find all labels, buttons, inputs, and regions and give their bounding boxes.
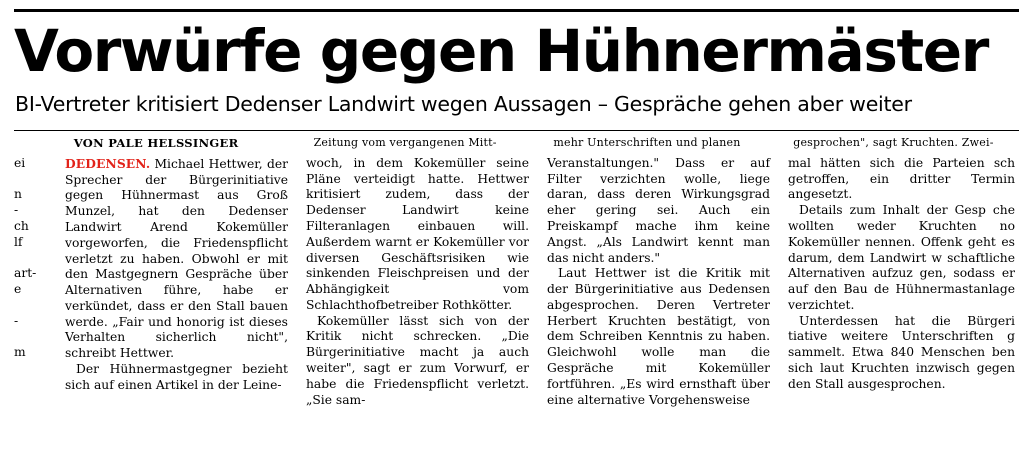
byline-cut-line-2: Zeitung vom vergangenen Mitt- <box>313 135 497 149</box>
top-divider-rule <box>14 9 1019 12</box>
paragraph: Details zum Inhalt der Gesp che wollten weder Kruchten no Kokemüller nennen. Offenk geht es darum, dem Landwirt w schaftliche Alternativen aufzuz gen, sodass er auf den Bau de Hühnermastanlage verzichtet. <box>788 203 1015 312</box>
paragraph: mal hätten sich die Parteien sch getroffen, ein dritter Termin angesetzt. <box>788 155 1015 202</box>
article-column-2 <box>297 156 538 442</box>
article-columns <box>14 156 1019 442</box>
edge-scrap: m <box>14 345 26 360</box>
byline-cut-line-4: gesprochen", sagt Kruchten. Zwei- <box>793 135 994 149</box>
paragraph: Der Hühnermastgegner bezieht sich auf einen Artikel in der Leine- <box>65 362 288 392</box>
edge-scrap: e <box>14 282 22 297</box>
subheadline: BI-Vertreter kritisiert Dedenser Landwirt wegen Aussagen – Gespräche gehen aber weiter <box>15 92 912 117</box>
paragraph-text: Michael Hettwer, der Sprecher der Bürgerinitiative gegen Hühnermast aus Groß Munzel, hat den Dedenser Landwirt Arend Kokemüller vorgeworfen, die Friedenspflicht verletzt zu haben. Obwohl er mit den Mastgegnern Gespräche über Alternativen führe, habe er verkündet, dass er den Stall bauen werde. „Fair und honorig ist dieses Verhalten sicherlich nicht", schreibt Hettwer. <box>65 156 288 361</box>
edge-scrap: ch <box>14 218 29 233</box>
paragraph: woch, in dem Kokemüller seine Pläne verteidigt hatte. Hettwer kritisiert zudem, dass der Dedenser Landwirt keine Filteranlagen einbauen will. Außerdem warnt er Kokemüller vor diversen Geschäftsrisiken wie sinkenden Fleischpreisen und der Abhängigkeit vom Schlachthofbetreiber Rothkötter. <box>306 155 529 312</box>
edge-scrap: lf <box>14 234 23 249</box>
byline-author: VON PALE HELSSINGER <box>73 135 239 150</box>
paragraph: Kokemüller lässt sich von der Kritik nicht schrecken. „Die Bürgerinitiative macht ja auch weiter", sagt er zum Vorwurf, er habe die Friedenspflicht verletzt. „Sie sam- <box>306 313 529 407</box>
byline-divider-rule <box>14 130 1019 131</box>
edge-scrap <box>14 251 47 267</box>
byline-spacer <box>14 136 65 150</box>
paragraph: Unterdessen hat die Bürgeri tiative weitere Unterschriften g sammelt. Etwa 840 Menschen ben sich laut Kruchten inzwisch gegen den Stall ausgesprochen. <box>788 313 1015 391</box>
article-column-4 <box>779 156 1015 442</box>
column-edge-fragment <box>14 156 56 442</box>
edge-scrap: art- <box>14 266 37 281</box>
paragraph <box>65 156 288 362</box>
edge-scrap <box>14 329 47 345</box>
edge-scrap: n <box>14 187 22 202</box>
edge-scrap: - <box>14 203 19 218</box>
page-title: Vorwürfe gegen Hühnermäster <box>14 17 988 85</box>
paragraph: Laut Hettwer ist die Kritik mit der Bürgerinitiative aus Dedensen abgesprochen. Deren Vertreter Herbert Kruchten bestätigt, von dem Schreiben Kenntnis zu haben. Gleichwohl wolle man die Gespräche mit Kokemüller fortführen. „Es wird ernsthaft über eine alternative Vorgehensweise <box>547 266 770 407</box>
article-column-1 <box>56 156 297 442</box>
edge-scrap: - <box>14 313 19 328</box>
article-column-3 <box>538 156 779 442</box>
edge-scrap: ei <box>14 155 26 170</box>
byline-row <box>14 136 1019 150</box>
dateline: DEDENSEN. <box>65 155 151 171</box>
edge-scrap <box>14 298 47 314</box>
edge-scrap <box>14 172 47 188</box>
byline-cut-line-3: mehr Unterschriften und planen <box>553 135 741 149</box>
paragraph: Veranstaltungen." Dass er auf Filter verzichten wolle, liege daran, dass deren Wirkungsgrad eher gering sei. Auch ein Preiskampf mache ihm keine Angst. „Als Landwirt kennt man das nicht anders." <box>547 155 770 265</box>
